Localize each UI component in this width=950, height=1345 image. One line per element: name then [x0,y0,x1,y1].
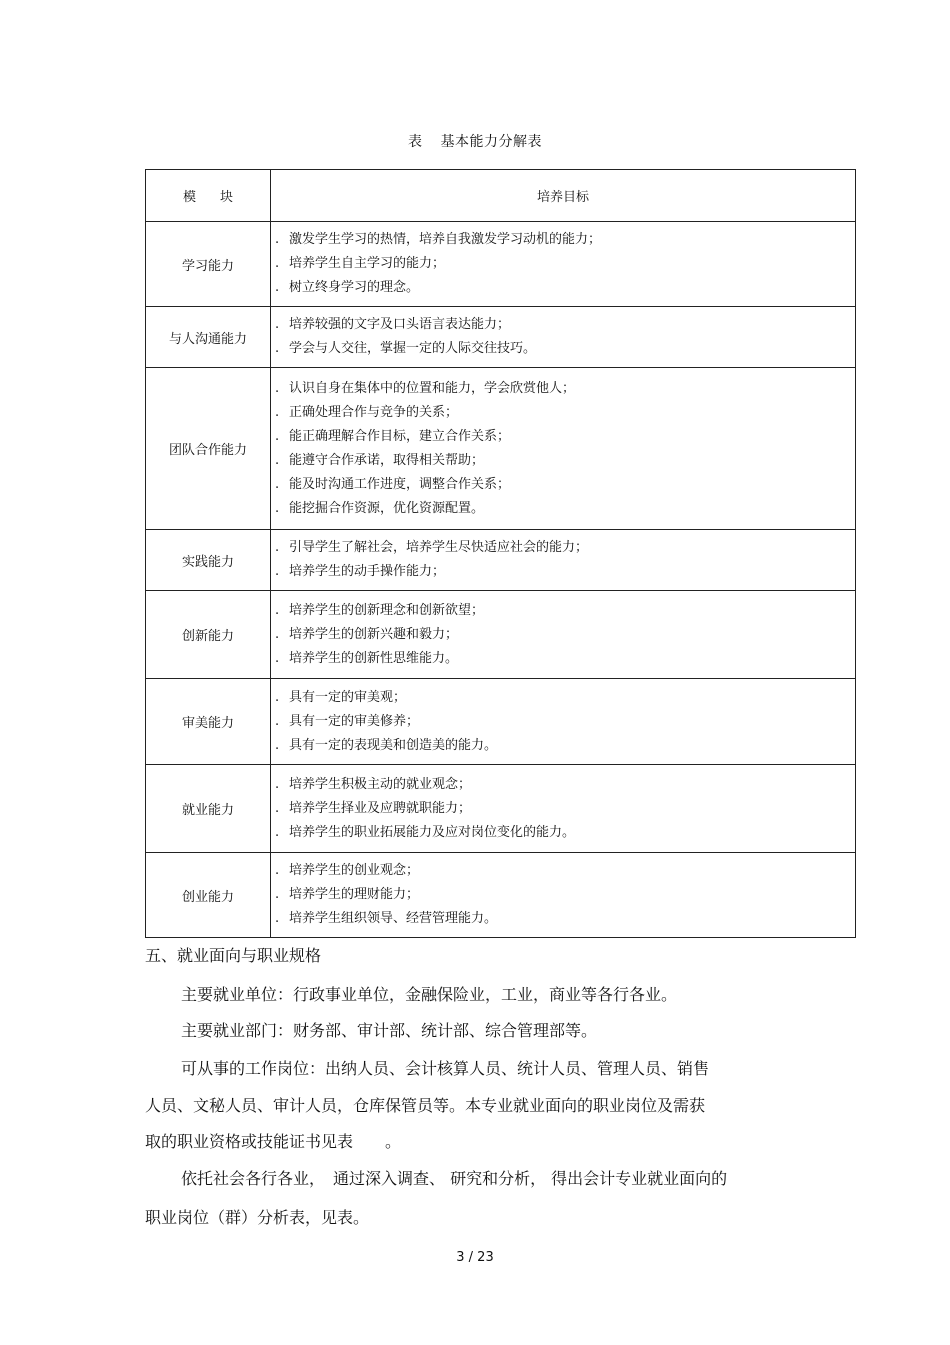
section-heading: 五、就业面向与职业规格 [145,946,322,965]
module-cell: 团队合作能力 [146,368,271,530]
paragraph-analysis-line2: 职业岗位（群）分析表，见表。 [145,1208,370,1227]
paragraph-positions-line2: 人员、文秘人员、审计人员，仓库保管员等。本专业就业面向的职业岗位及需获 [145,1096,706,1115]
goal-item: . 培养学生的创业观念； [275,863,420,878]
goal-cell [271,222,856,307]
paragraph-employer-units: 主要就业单位：行政事业单位，金融保险业，工业，商业等各行各业。 [181,985,678,1004]
header-module: 模 块 [146,170,271,222]
caption-prefix: 表 [408,134,423,150]
table-row [146,765,856,853]
goal-item: . 培养学生的职业拓展能力及应对岗位变化的能力。 [275,824,576,840]
goal-item: . 具有一定的审美观； [275,689,407,705]
ability-table [145,169,856,938]
goal-item: . 培养学生的创新性思维能力。 [275,650,459,666]
goal-item: . 培养学生自主学习的能力； [275,256,446,271]
table-row [146,222,856,307]
goal-cell [271,765,856,853]
goal-item: . 培养学生的动手操作能力； [275,564,446,579]
table-row [146,368,856,530]
caption-title: 基本能力分解表 [440,134,542,150]
module-cell: 审美能力 [146,679,271,765]
goal-item: . 培养学生择业及应聘就职能力； [275,800,472,816]
goal-item: . 培养学生的理财能力； [275,887,420,902]
goal-cell [271,591,856,679]
paragraph-analysis-line1: 依托社会各行各业， 通过深入调查、 研究和分析， 得出会计专业就业面向的 [181,1169,728,1188]
goal-item: . 培养学生积极主动的就业观念； [275,776,472,792]
goal-cell [271,530,856,591]
goal-cell [271,679,856,765]
goal-item: . 培养学生的创新理念和创新欲望； [275,602,485,618]
table-body [146,222,856,938]
goal-cell [271,368,856,530]
module-cell: 与人沟通能力 [146,307,271,368]
goal-item: . 能挖掘合作资源，优化资源配置。 [275,500,485,516]
goal-item: . 引导学生了解社会，培养学生尽快适应社会的能力； [275,540,589,555]
goal-item: . 培养学生组织领导、经营管理能力。 [275,911,498,926]
table-row [146,530,856,591]
table-header-row [146,170,856,222]
goal-item: . 正确处理合作与竞争的关系； [275,404,459,420]
goal-item: . 能遵守合作承诺，取得相关帮助； [275,452,485,468]
goal-item: . 具有一定的表现美和创造美的能力。 [275,737,498,753]
goal-item: . 激发学生学习的热情，培养自我激发学习动机的能力； [275,232,602,247]
goal-cell [271,307,856,368]
goal-cell [271,853,856,938]
goal-item: . 树立终身学习的理念。 [275,280,420,295]
module-cell: 学习能力 [146,222,271,307]
goal-item: . 学会与人交往，掌握一定的人际交往技巧。 [275,341,537,356]
module-cell: 创业能力 [146,853,271,938]
table-row [146,591,856,679]
table-caption [0,131,950,151]
goal-item: . 培养学生的创新兴趣和毅力； [275,626,459,642]
goal-item: . 培养较强的文字及口头语言表达能力； [275,317,511,332]
page-number: 3 / 23 [456,1250,494,1265]
goal-item: . 具有一定的审美修养； [275,713,420,729]
module-cell: 创新能力 [146,591,271,679]
module-cell: 实践能力 [146,530,271,591]
goal-item: . 能正确理解合作目标，建立合作关系； [275,428,511,444]
table-row [146,307,856,368]
paragraph-employer-departments: 主要就业部门：财务部、审计部、统计部、综合管理部等。 [181,1021,598,1040]
header-goal: 培养目标 [271,170,856,222]
paragraph-positions-line3: 取的职业资格或技能证书见表 。 [145,1132,402,1151]
goal-item: . 能及时沟通工作进度，调整合作关系； [275,476,511,492]
goal-item: . 认识自身在集体中的位置和能力，学会欣赏他人； [275,380,576,396]
paragraph-positions-line1: 可从事的工作岗位：出纳人员、会计核算人员、统计人员、管理人员、销售 [181,1059,710,1078]
table-row [146,679,856,765]
table-row [146,853,856,938]
module-cell: 就业能力 [146,765,271,853]
